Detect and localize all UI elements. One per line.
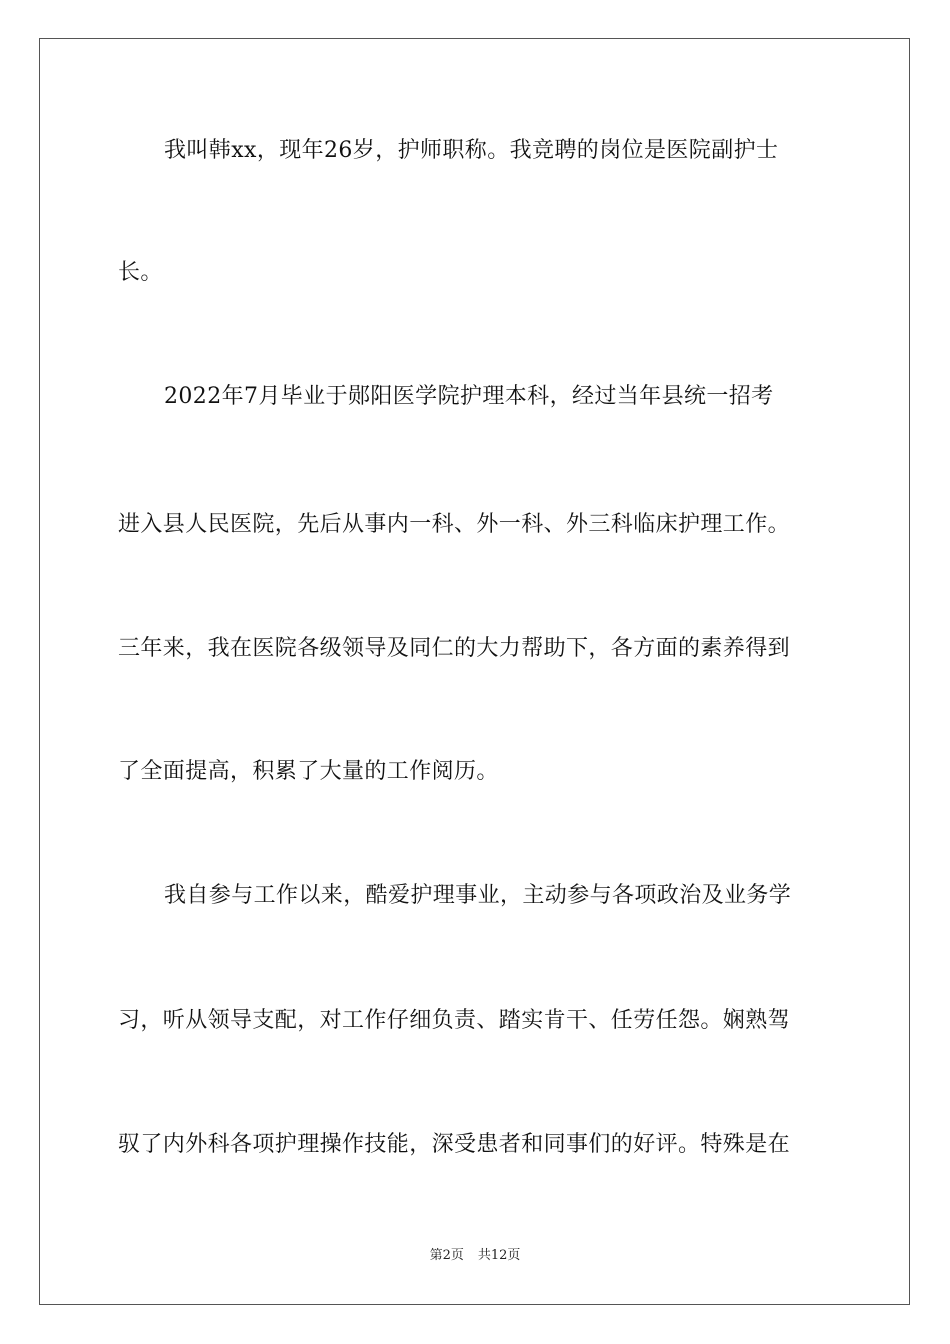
paragraph-1-line-1: 我叫韩xx，现年26岁，护师职称。我竞聘的岗位是医院副护士: [164, 138, 779, 163]
paragraph-2-line-2: 进入县人民医院，先后从事内一科、外一科、外三科临床护理工作。: [118, 512, 791, 537]
paragraph-1-line-2: 长。: [118, 260, 163, 285]
page-footer: [0, 1246, 950, 1266]
paragraph-3-line-1: 我自参与工作以来，酷爱护理事业，主动参与各项政治及业务学: [164, 883, 792, 908]
paragraph-3-line-3: 驭了内外科各项护理操作技能，深受患者和同事们的好评。特殊是在: [118, 1132, 791, 1157]
paragraph-3-line-2: 习，听从领导支配，对工作仔细负责、踏实肯干、任劳任怨。娴熟驾: [118, 1008, 791, 1033]
page-total: 共12页: [477, 1248, 521, 1263]
paragraph-2-line-1: 2022年7月毕业于郧阳医学院护理本科，经过当年县统一招考: [164, 384, 774, 409]
page-border: [39, 38, 910, 1305]
paragraph-2-line-4: 了全面提高，积累了大量的工作阅历。: [118, 759, 499, 784]
page-number: 第2页: [429, 1248, 464, 1263]
paragraph-2-line-3: 三年来，我在医院各级领导及同仁的大力帮助下，各方面的素养得到: [118, 636, 791, 661]
